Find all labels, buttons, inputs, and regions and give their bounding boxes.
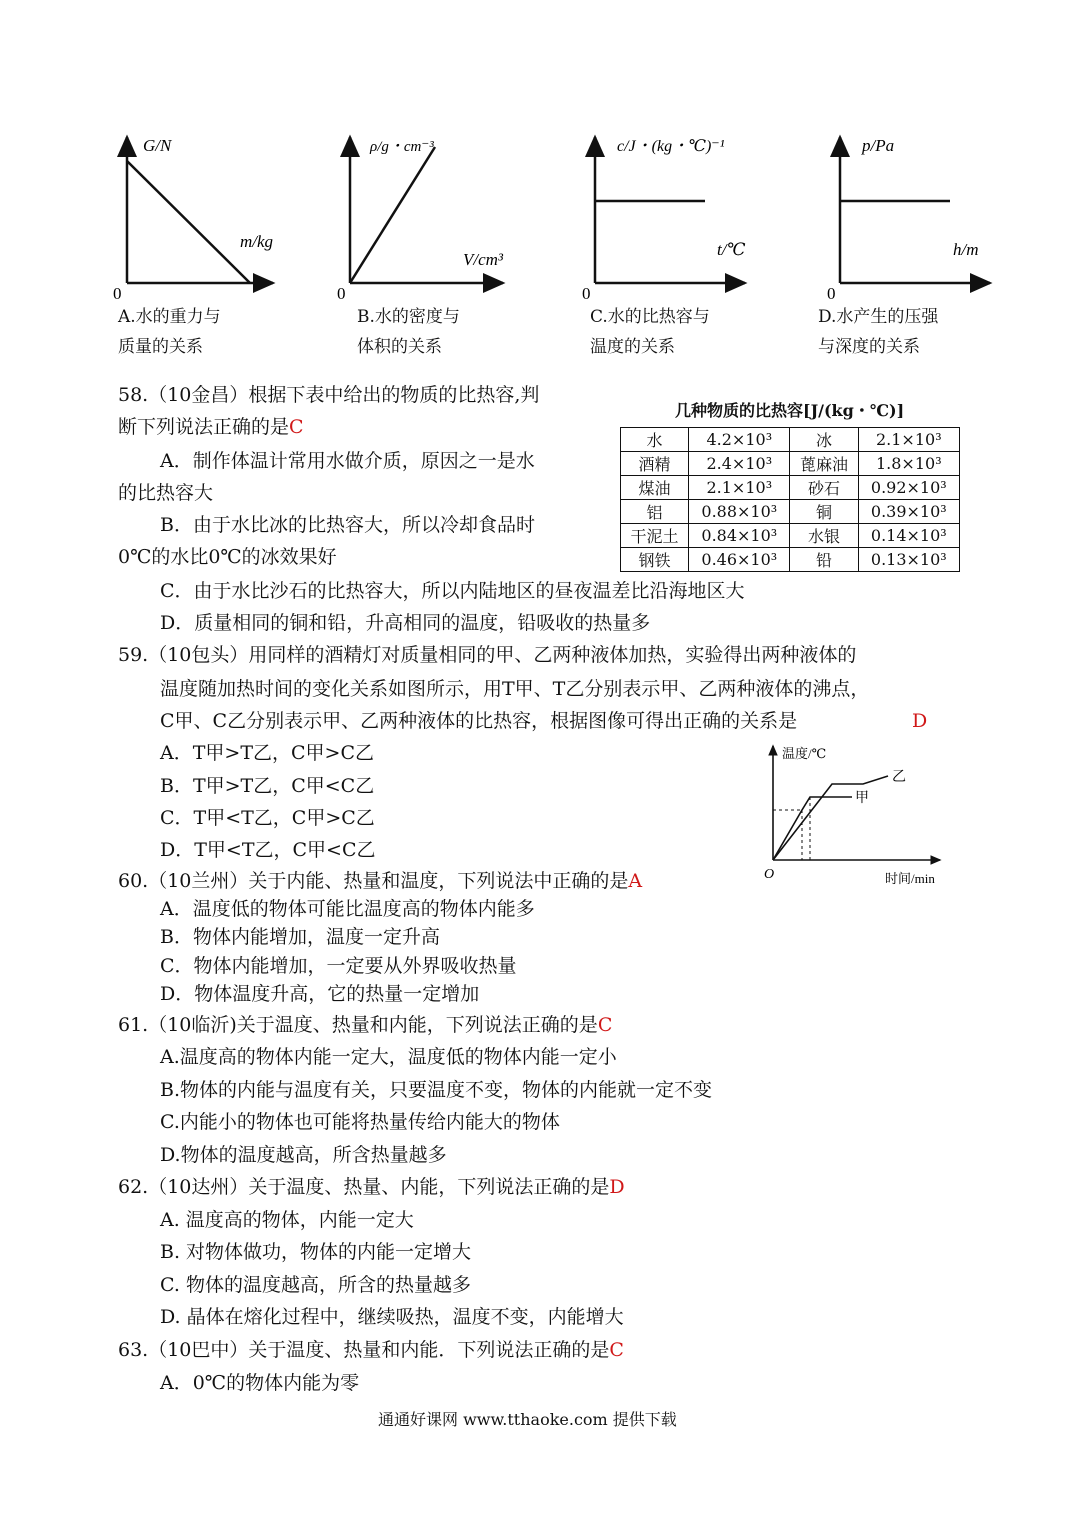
value-cell: 1.8×10³ xyxy=(858,452,959,476)
q59-option-d: D．T甲<T乙，C甲<C乙 xyxy=(160,839,376,861)
q61-stem-text: 61.（10临沂)关于温度、热量和内能，下列说法正确的是 xyxy=(118,1014,598,1036)
value-cell: 4.2×10³ xyxy=(689,428,790,452)
substance-cell: 冰 xyxy=(790,428,858,452)
q59-stem-1: 59.（10包头）用同样的酒精灯对质量相同的甲、乙两种液体加热，实验得出两种液体的 xyxy=(118,644,857,666)
graph-b-xlabel: V/cm³ xyxy=(463,250,504,269)
q63-option-a: A．0℃的物体内能为零 xyxy=(160,1372,360,1394)
q63-stem xyxy=(118,1338,624,1362)
table-title: 几种物质的比热容[J/(kg・℃)] xyxy=(675,401,905,420)
property-graphs xyxy=(105,125,1055,310)
q58-stem-1: 58.（10金昌）根据下表中给出的物质的比热容,判 xyxy=(118,384,540,406)
q62-stem xyxy=(118,1175,625,1199)
footer-text: 通通好课网 www.tthaoke.com 提供下载 xyxy=(378,1410,677,1429)
graph-b-origin: 0 xyxy=(337,284,346,303)
q61-option-b: B.物体的内能与温度有关，只要温度不变，物体的内能就一定不变 xyxy=(160,1079,713,1101)
graph-d-caption-1: D.水产生的压强 xyxy=(818,307,939,327)
q58-option-a-1: A．制作体温计常用水做介质，原因之一是水 xyxy=(160,450,535,472)
q61-option-c: C.内能小的物体也可能将热量传给内能大的物体 xyxy=(160,1111,560,1133)
label-jia: 甲 xyxy=(855,791,869,806)
q58-stem-2 xyxy=(118,415,304,439)
value-cell: 2.1×10³ xyxy=(689,476,790,500)
graph-ylabel: 温度/℃ xyxy=(782,746,827,761)
substance-cell: 铜 xyxy=(790,500,858,524)
value-cell: 0.84×10³ xyxy=(689,524,790,548)
q62-option-d: D. 晶体在熔化过程中，继续吸热，温度不变，内能增大 xyxy=(160,1306,624,1328)
q59-option-b: B．T甲>T乙，C甲<C乙 xyxy=(160,775,375,797)
substance-cell: 钢铁 xyxy=(621,548,689,572)
graph-a-caption-1: A.水的重力与 xyxy=(118,307,221,327)
graph-c-caption-2: 温度的关系 xyxy=(590,337,675,357)
substance-cell: 砂石 xyxy=(790,476,858,500)
graph-c xyxy=(582,137,745,303)
value-cell: 0.88×10³ xyxy=(689,500,790,524)
q60-option-a: A．温度低的物体可能比温度高的物体内能多 xyxy=(160,898,535,920)
q61-option-d: D.物体的温度越高，所含热量越多 xyxy=(160,1144,447,1166)
substance-cell: 水银 xyxy=(790,524,858,548)
q63-answer: C xyxy=(609,1339,624,1361)
q62-stem-text: 62.（10达州）关于温度、热量、内能，下列说法正确的是 xyxy=(118,1176,610,1198)
table-row xyxy=(621,452,960,476)
q59-stem-text: C甲、C乙分别表示甲、乙两种液体的比热容，根据图像可得出正确的关系是 xyxy=(160,710,798,732)
value-cell: 0.14×10³ xyxy=(858,524,959,548)
graph-a-ylabel: G/N xyxy=(143,136,172,155)
graph-a xyxy=(113,136,273,303)
q60-stem-text: 60.（10兰州）关于内能、热量和温度，下列说法中正确的是 xyxy=(118,870,629,892)
curve-jia xyxy=(773,797,852,860)
q58-stem-text: 断下列说法正确的是 xyxy=(118,416,290,438)
q62-option-a: A. 温度高的物体，内能一定大 xyxy=(160,1209,414,1231)
q60-stem xyxy=(118,869,642,893)
graph-d-caption-2: 与深度的关系 xyxy=(818,337,920,357)
table-row xyxy=(621,524,960,548)
q58-option-c: C．由于水比沙石的比热容大，所以内陆地区的昼夜温差比沿海地区大 xyxy=(160,580,745,602)
table-row xyxy=(621,428,960,452)
graph-a-line xyxy=(127,161,250,283)
q59-option-a: A．T甲>T乙，C甲>C乙 xyxy=(160,742,374,764)
graph-a-caption-2: 质量的关系 xyxy=(118,337,203,357)
graph-b xyxy=(337,137,504,303)
table-row xyxy=(621,500,960,524)
q59-stem-2: 温度随加热时间的变化关系如图所示，用T甲、T乙分别表示甲、乙两种液体的沸点， xyxy=(160,678,870,700)
specific-heat-table xyxy=(620,427,960,572)
table-row xyxy=(621,548,960,572)
graph-d-xlabel: h/m xyxy=(953,240,979,259)
graph-c-caption-1: C.水的比热容与 xyxy=(590,307,710,327)
graph-c-xlabel: t/℃ xyxy=(717,240,746,259)
q62-option-c: C. 物体的温度越高，所含的热量越多 xyxy=(160,1274,471,1296)
graph-c-ylabel: c/J・(kg・℃)⁻¹ xyxy=(617,138,725,155)
q60-option-c: C．物体内能增加，一定要从外界吸收热量 xyxy=(160,955,517,977)
q61-stem xyxy=(118,1013,612,1037)
q59-answer: D xyxy=(912,710,928,732)
q60-answer: A xyxy=(628,870,643,892)
graph-xlabel: 时间/min xyxy=(885,871,935,886)
substance-cell: 酒精 xyxy=(621,452,689,476)
graph-origin: O xyxy=(764,867,775,882)
graph-b-line xyxy=(350,147,435,283)
q59-option-c: C．T甲<T乙，C甲>C乙 xyxy=(160,807,375,829)
substance-cell: 铝 xyxy=(621,500,689,524)
q58-option-b-2: 0℃的水比0℃的冰效果好 xyxy=(118,546,337,568)
value-cell: 2.4×10³ xyxy=(689,452,790,476)
substance-cell: 煤油 xyxy=(621,476,689,500)
q58-option-a-2: 的比热容大 xyxy=(118,482,214,504)
graph-c-origin: 0 xyxy=(582,284,591,303)
table-row xyxy=(621,476,960,500)
graph-d xyxy=(827,136,990,303)
value-cell: 0.46×10³ xyxy=(689,548,790,572)
curve-yi xyxy=(773,776,888,860)
temperature-time-graph xyxy=(760,738,960,888)
graph-b-caption-1: B.水的密度与 xyxy=(357,307,460,327)
graph-d-origin: 0 xyxy=(827,284,836,303)
q61-answer: C xyxy=(597,1014,613,1036)
substance-cell: 蓖麻油 xyxy=(790,452,858,476)
graph-d-ylabel: p/Pa xyxy=(862,136,895,155)
value-cell: 0.13×10³ xyxy=(858,548,959,572)
q61-option-a: A.温度高的物体内能一定大，温度低的物体内能一定小 xyxy=(160,1046,617,1068)
value-cell: 0.92×10³ xyxy=(858,476,959,500)
q60-option-d: D．物体温度升高，它的热量一定增加 xyxy=(160,983,480,1005)
value-cell: 0.39×10³ xyxy=(858,500,959,524)
graph-a-xlabel: m/kg xyxy=(240,232,274,251)
q58-option-d: D．质量相同的铜和铅，升高相同的温度，铅吸收的热量多 xyxy=(160,612,651,634)
q63-stem-text: 63.（10巴中）关于温度、热量和内能．下列说法正确的是 xyxy=(118,1339,610,1361)
substance-cell: 干泥土 xyxy=(621,524,689,548)
substance-cell: 铅 xyxy=(790,548,858,572)
q59-stem-3 xyxy=(160,709,930,733)
graph-b-caption-2: 体积的关系 xyxy=(357,337,442,357)
graph-a-origin: 0 xyxy=(113,284,122,303)
value-cell: 2.1×10³ xyxy=(858,428,959,452)
q58-option-b-1: B．由于水比冰的比热容大，所以冷却食品时 xyxy=(160,514,535,536)
graph-b-ylabel: ρ/g・cm⁻³ xyxy=(370,139,434,155)
q60-option-b: B．物体内能增加，温度一定升高 xyxy=(160,926,440,948)
q58-answer: C xyxy=(289,416,304,438)
substance-cell: 水 xyxy=(621,428,689,452)
q62-answer: D xyxy=(609,1176,625,1198)
q62-option-b: B. 对物体做功，物体的内能一定增大 xyxy=(160,1241,472,1263)
label-yi: 乙 xyxy=(892,770,906,785)
